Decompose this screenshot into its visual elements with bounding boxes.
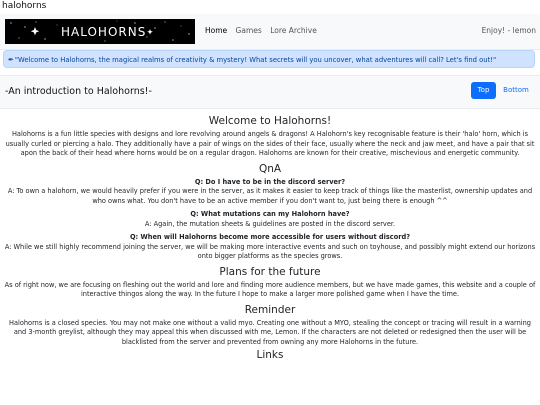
nav-games-link[interactable]: Games [235,26,262,35]
nav-lore-archive-link[interactable]: Lore Archive [270,26,317,35]
user-greeting: Enjoy! - lemon [481,26,536,35]
reminder-title: Reminder [244,303,296,316]
site-logo[interactable] [5,19,195,44]
qna-answer: A: While we still highly recommend joining the server, we will be making more interactive events and such on toyhouse, and possibly might extend our horizons onto bigger platforms as the species grows. [4,242,536,260]
feather-icon: ✒ [8,56,14,64]
qna-question: Q: When will Halohorns become more accessible for users without discord? [129,233,411,241]
qna-answer: A: To own a halohorn, we would heavily prefer if you were in the server, as it makes it easier to keep track of things like the masterlist, ownership updates and who owns what. You don't have to be an active member if you don't want to, just being there is enough ^^ [7,187,533,205]
nav-home-link[interactable]: Home [205,26,228,35]
qna-title: QnA [258,162,282,175]
page-title: halohorns [2,1,47,11]
main-content [4,113,536,361]
section-header [0,75,540,109]
logo-text: HALOHORNS [61,25,147,39]
future-title: Plans for the future [219,265,321,278]
section-heading: -An introduction to Halohorns!- [5,86,152,97]
bottom-button[interactable]: Bottom [503,86,529,94]
qna-question: Q: What mutations can my Halohorn have? [190,210,350,218]
nav-links [205,26,323,35]
welcome-alert [3,50,535,68]
reminder-body: Halohorns is a closed species. You may not make one without a valid myo. Creating one without a MYO, stealing the concept or tracing will result in a warning and 3-month greylist, although they may appeal this when discussed with me, Lemon. If the characters are not deleted or redesigned then the user will be blacklisted from the server and prevented from owning any more Halohorns in the future. [9,318,531,346]
future-body: As of right now, we are focusing on fleshing out the world and lore and finding more audience members, but we have made games, this website and a couple of interactive thingos along the way. In the future I hope to make a larger more polished game when I have the time. [4,280,536,298]
top-button[interactable]: Top [471,82,496,99]
welcome-title: Welcome to Halohorns! [208,115,332,127]
qna-question: Q: Do I have to be in the discord server? [194,177,346,186]
welcome-body: Halohorns is a fun little species with designs and lore revolving around angels & dragons! A Halohorn's key recognisable feature is their 'halo' horn, which is usually curled or piercing a halo. They additionally have a pair of wings on the sides of their face, usually where the neck and jaw meet, and have a pair that sit apon the back of their head where horns would be on a regular dragon. Halohorns are known for their creative, mischevious and energetic community. [5,130,535,157]
links-title: Links [256,349,284,361]
qna-answer: A: Again, the mutation sheets & guidelines are posted in the discord server. [144,219,396,228]
navbar [0,14,540,50]
alert-text: "Welcome to Halohorns, the magical realms of creativity & mystery! What secrets will you uncover, what adventures will call? Let's find out!" [14,56,497,64]
